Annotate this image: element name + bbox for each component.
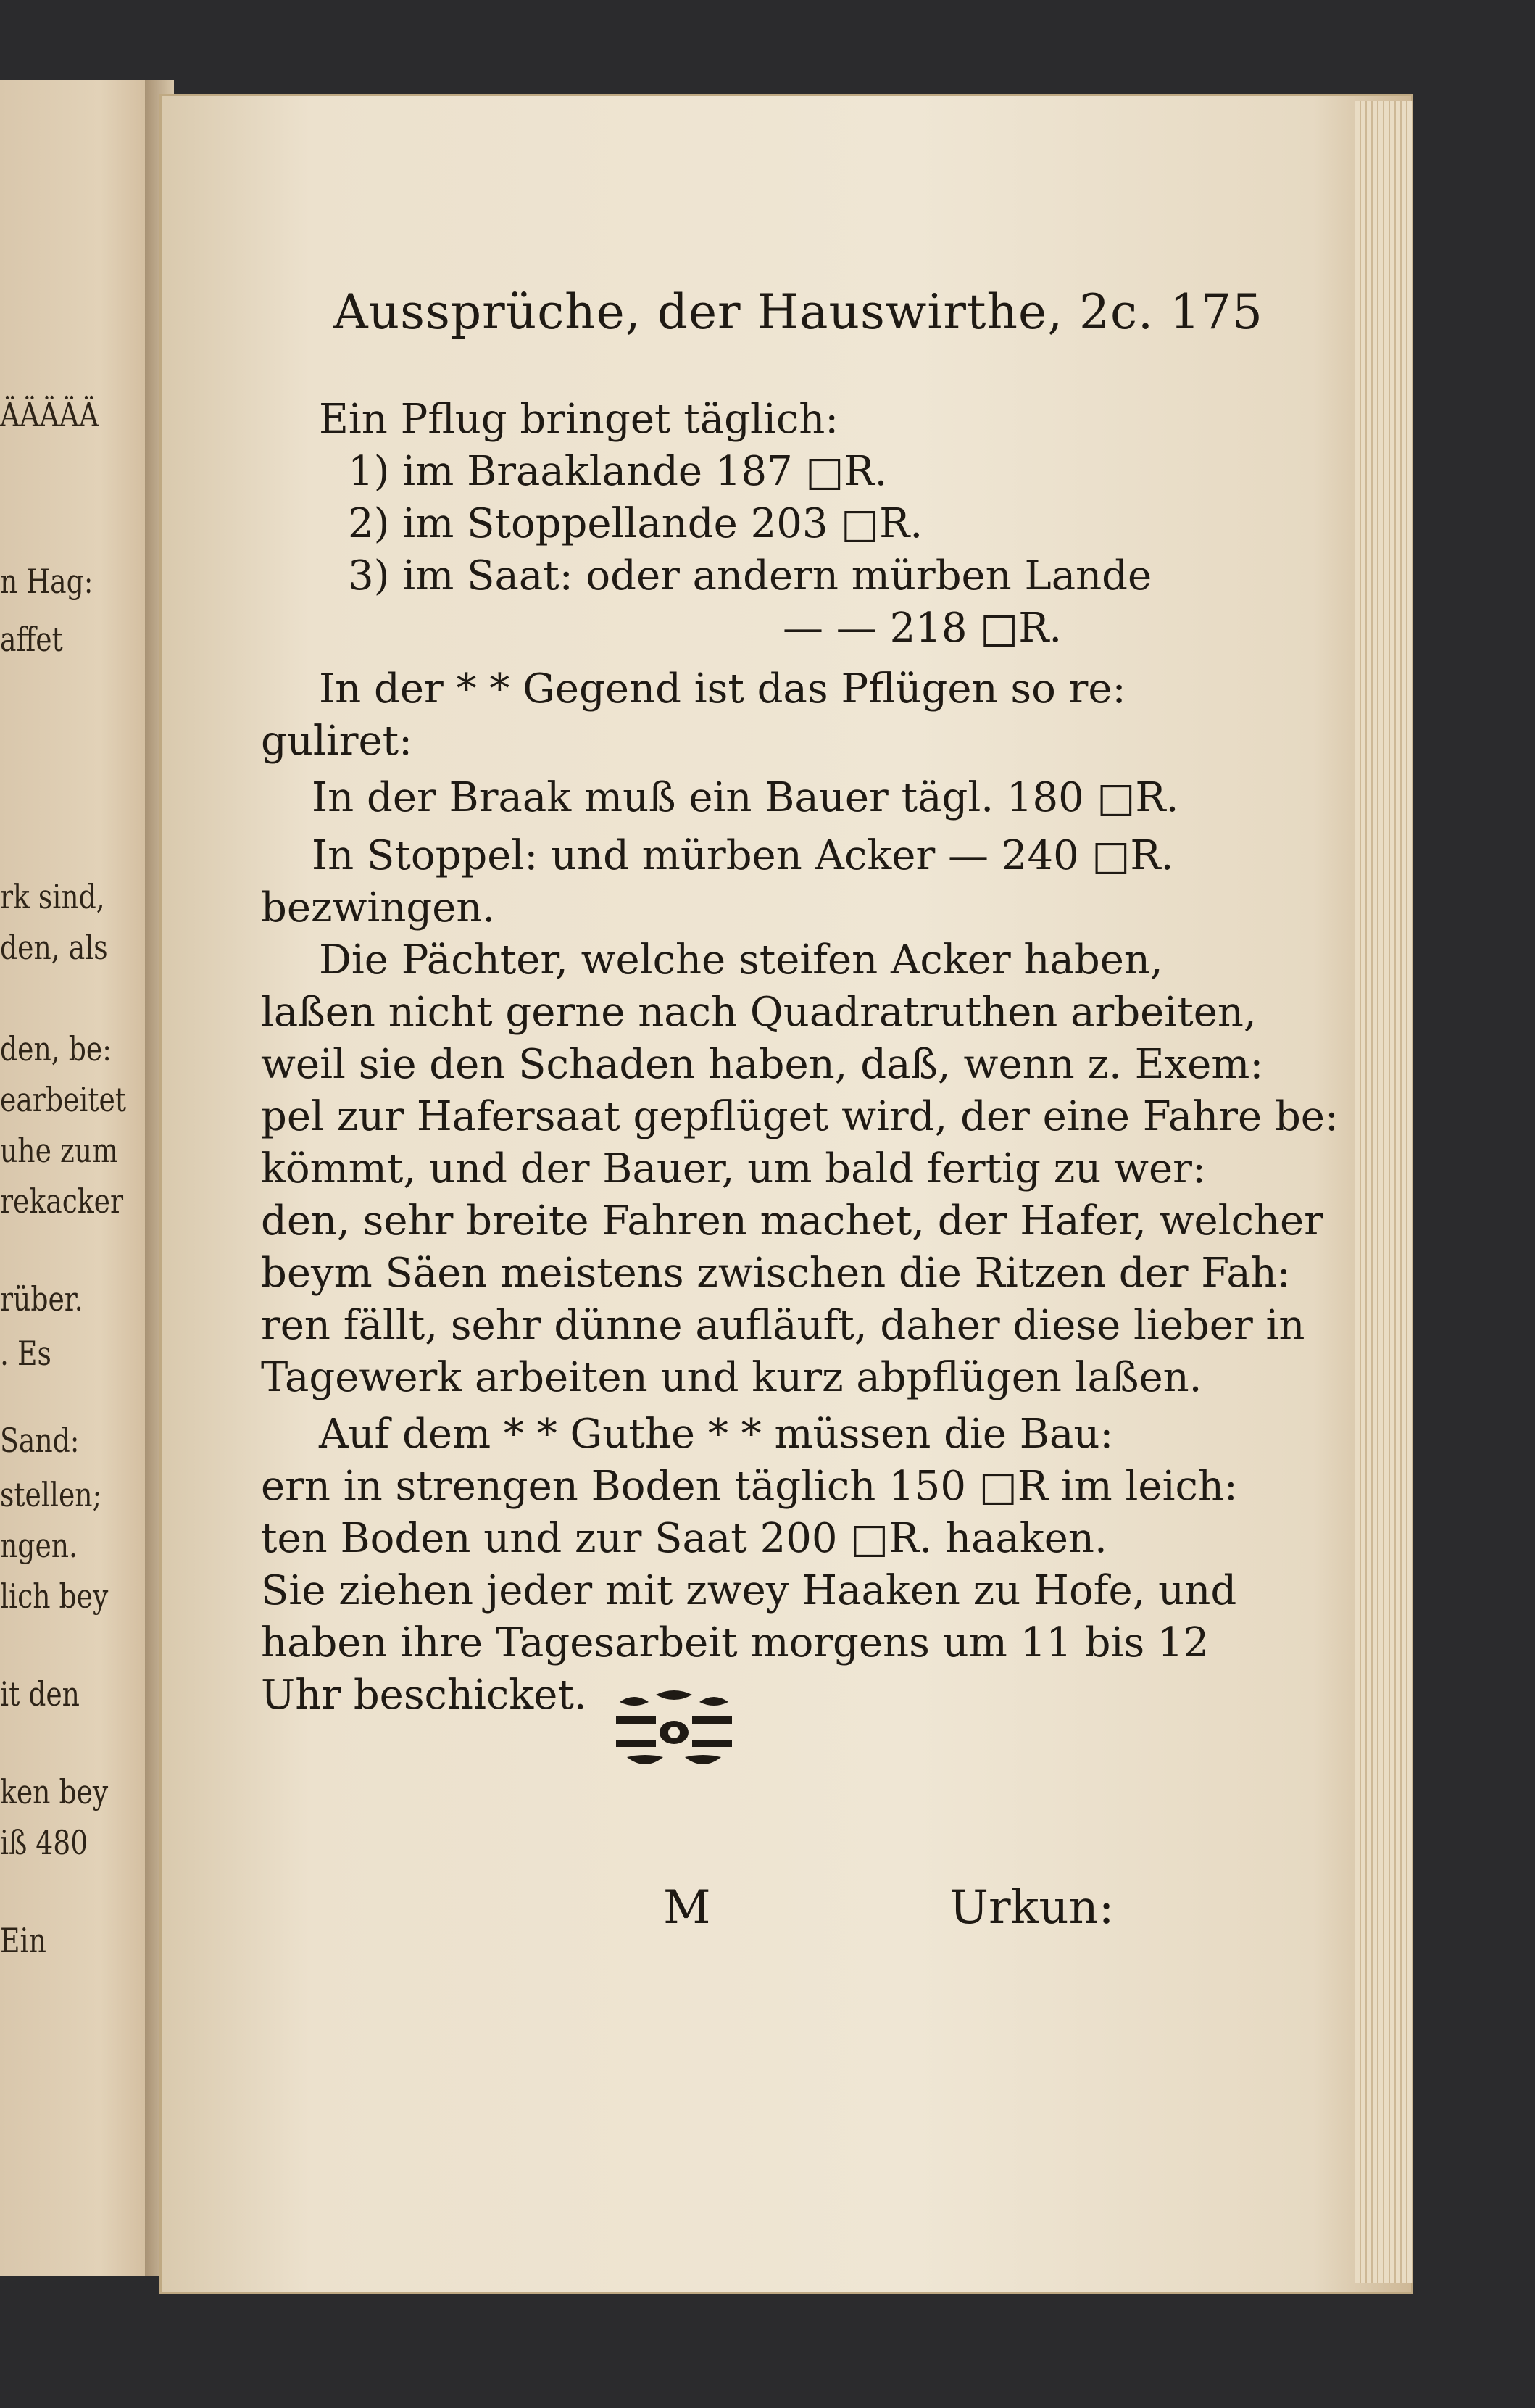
text-line: Ein Pflug bringet täglich: [319,396,839,443]
left-line: lich bey [0,1577,109,1616]
text-line: In der * * Gegend ist das Pflügen so re: [319,665,1126,713]
text-line: In Stoppel: und mürben Acker — 240 □R. [312,832,1174,879]
text-line: beym Säen meistens zwischen die Ritzen der Fah: [261,1250,1291,1297]
left-line: it den [0,1674,80,1714]
left-page-text [0,80,167,2276]
text-line: — — 218 □R. [783,605,1062,652]
left-line: Ein [0,1921,46,1960]
text-line: Sie ziehen jeder mit zwey Haaken zu Hofe, und [261,1567,1237,1614]
text-line: Die Pächter, welche steifen Acker haben, [319,937,1163,984]
text-line: guliret: [261,718,413,765]
text-line: kömmt, und der Bauer, um bald fertig zu wer: [261,1145,1206,1192]
left-page [0,80,167,2276]
text-line: Uhr beschicket. [261,1672,587,1719]
text-line: Tagewerk arbeiten und kurz abpflügen laßen. [261,1354,1202,1401]
text-line: haben ihre Tagesarbeit morgens um 11 bis 12 [261,1619,1210,1666]
left-line: rk sind, [0,877,105,916]
left-line: Sand: [0,1421,80,1460]
left-line: ken bey [0,1772,109,1811]
left-line: stellen; [0,1475,102,1514]
signature-mark: M [663,1881,711,1935]
text-line: den, sehr breite Fahren machet, der Hafer, welcher [261,1197,1323,1245]
text-line: pel zur Hafersaat gepflüget wird, der eine Fahre be: [261,1093,1339,1140]
text-line: 2) im Stoppellande 203 □R. [348,500,923,547]
left-line: iß 480 [0,1823,88,1862]
left-line: ÄÄÄÄÄ [0,395,99,434]
left-line: earbeitet [0,1080,127,1119]
text-line: 3) im Saat: oder andern mürben Lande [348,552,1152,599]
left-line: den, be: [0,1029,112,1068]
text-line: ren fällt, sehr dünne aufläuft, daher diese lieber in [261,1302,1305,1349]
text-line: ern in strengen Boden täglich 150 □R im leich: [261,1463,1238,1510]
text-line: Auf dem * * Guthe * * müssen die Bau: [319,1411,1114,1458]
left-line: rekacker [0,1182,124,1221]
text-line: laßen nicht gerne nach Quadratruthen arbeiten, [261,989,1257,1036]
left-line: n Hag: [0,562,93,601]
text-line: ten Boden und zur Saat 200 □R. haaken. [261,1515,1107,1562]
left-line: rüber. [0,1279,83,1319]
left-line: ngen. [0,1526,78,1565]
catchword: Urkun: [949,1881,1115,1935]
left-line: uhe zum [0,1131,118,1170]
page-edges [1355,101,1413,2283]
left-line: den, als [0,928,108,967]
floral-vignette-icon [612,1687,736,1772]
left-line: . Es [0,1334,51,1373]
left-line: affet [0,620,63,659]
text-line: bezwingen. [261,884,496,931]
running-header: Aussprüche, der Hauswirthe, 2c. 175 [333,284,1263,340]
text-line: weil sie den Schaden haben, daß, wenn z. Exem: [261,1041,1264,1088]
text-line: In der Braak muß ein Bauer tägl. 180 □R. [312,774,1179,821]
text-line: 1) im Braaklande 187 □R. [348,448,888,495]
